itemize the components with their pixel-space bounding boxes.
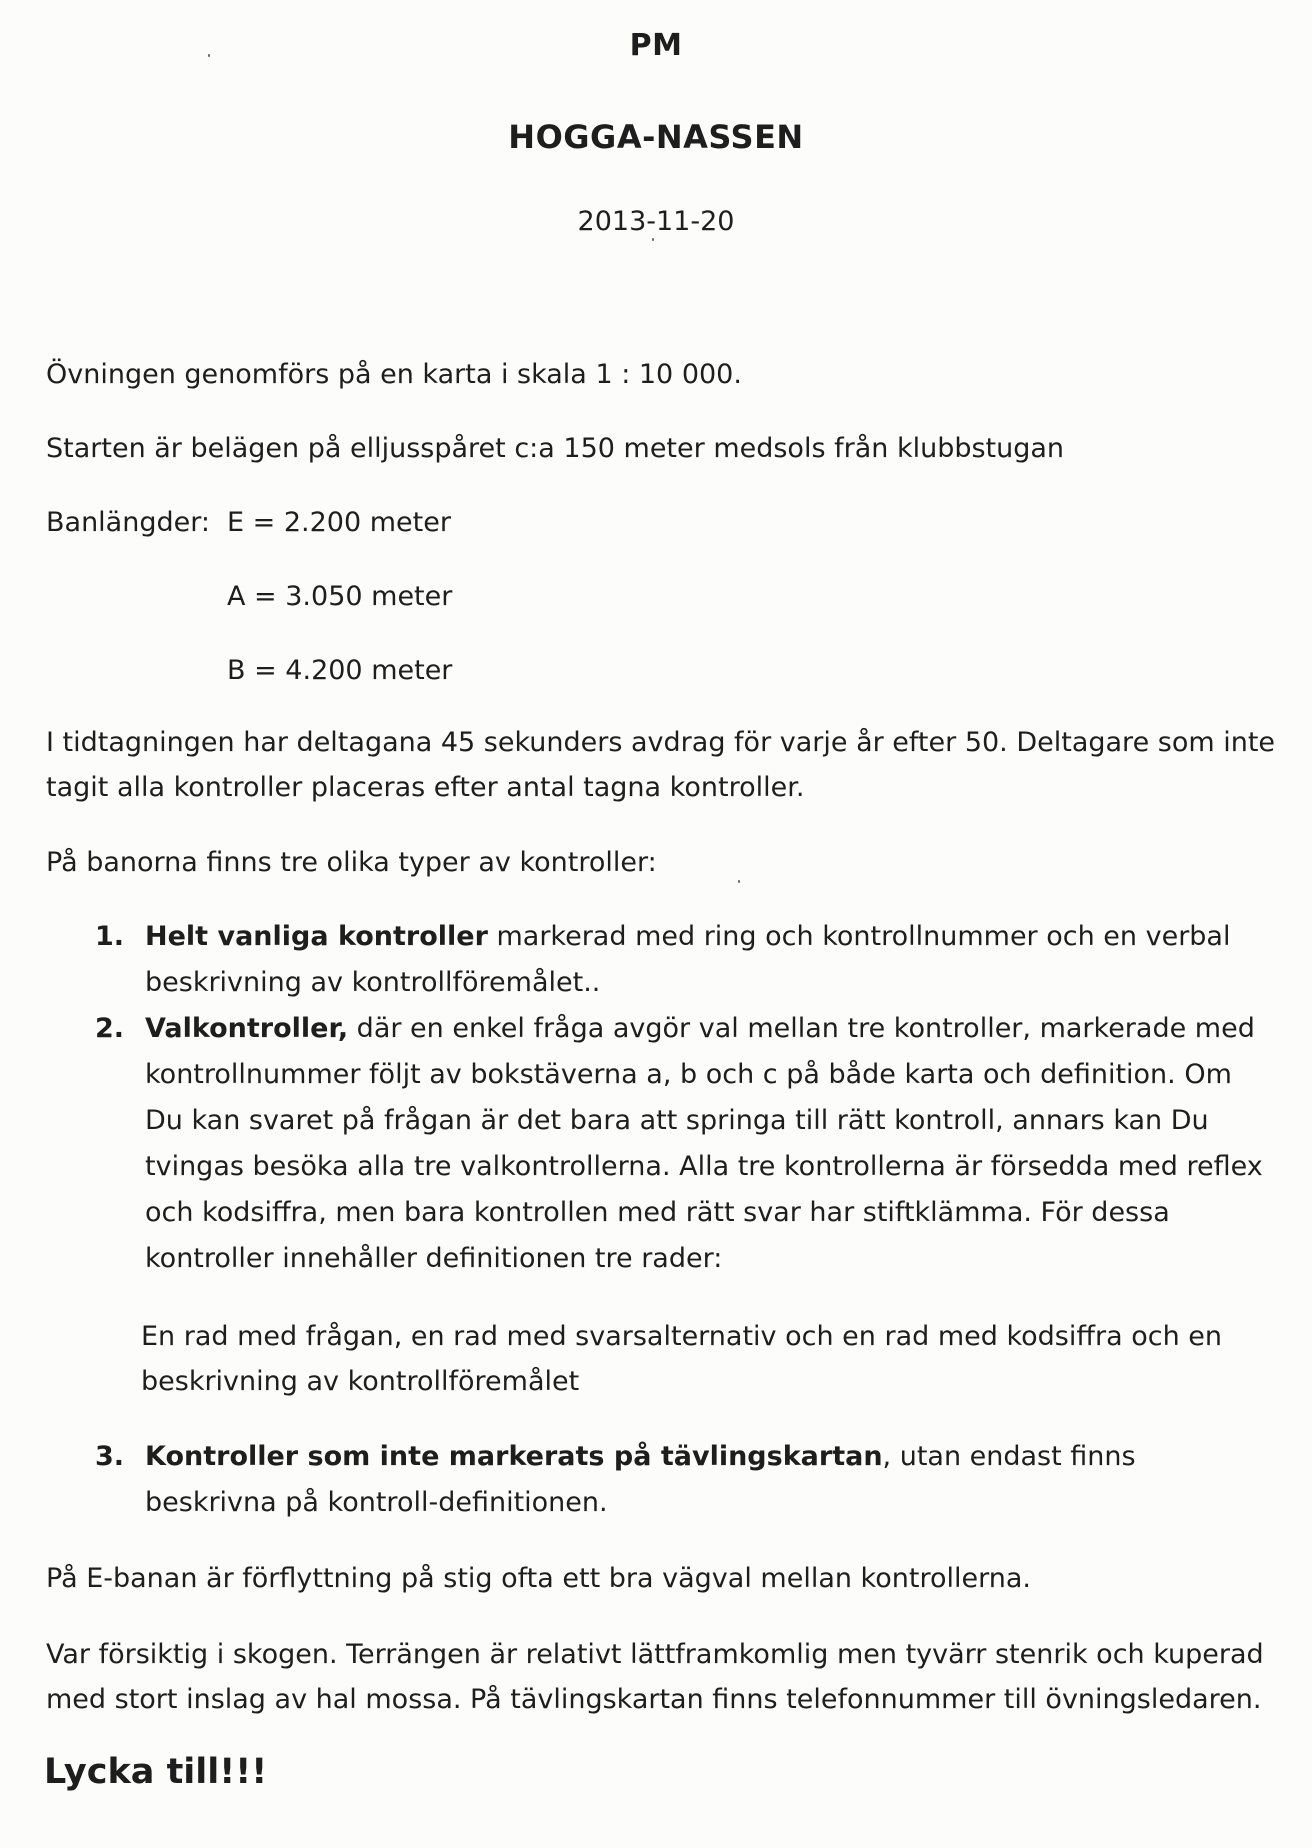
course-length-e: E = 2.200 meter [227,507,451,538]
list-item [95,1434,1275,1526]
closing-greeting: Lycka till!!! [44,1752,268,1792]
safety-paragraph: Var försiktig i skogen. Terrängen är relativt lättframkomlig men tyvärr stenrik och kuperad med stort inslag av hal mossa. På tävlingskartan finns telefonnummer till övningsledaren. [46,1639,1264,1715]
list-item-heading: Kontroller som inte markerats på tävlingskartan [145,1441,883,1472]
list-item-text: , utan endast finns beskrivna på kontroll-definitionen. [145,1441,1136,1518]
e-course-paragraph: På E-banan är förflyttning på stig ofta ett bra vägval mellan kontrollerna. [46,1563,1031,1594]
list-number: 3. [95,1441,125,1472]
list-item-text: markerad med ring och kontrollnummer och en verbal beskrivning av kontrollföremålet.. [145,921,1231,998]
list-item-body [145,1434,1275,1526]
list-item [95,914,1275,1006]
control-types-intro: På banorna finns tre olika typer av kontroller: [46,847,657,878]
course-length-b: B = 4.200 meter [227,655,453,686]
list-item-body [145,1006,1275,1282]
scale-paragraph: Övningen genomförs på en karta i skala 1 : 10 000. [46,359,742,390]
list-item-heading: Valkontroller, [145,1013,349,1044]
timing-paragraph: I tidtagningen har deltagana 45 sekunders avdrag för varje år efter 50. Deltagare som inte tagit alla kontroller placeras efter antal tagna kontroller. [46,727,1276,803]
list-item-heading: Helt vanliga kontroller [145,921,488,952]
list-item-body [145,914,1275,1006]
list-item [95,1006,1275,1282]
course-lengths-label-text: Banlängder: [46,507,210,538]
document-title: HOGGA-NASSEN [508,118,804,156]
list-item-text: där en enkel fråga avgör val mellan tre kontroller, markerade med kontrollnummer följt av bokstäverna a, b och c på både karta och definition. Om Du kan svaret på frågan är det bara att springa till rätt kontroll, annars kan Du tvingas besöka alla tre valkontrollerna. Alla tre kontrollerna är försedda med reflex och kodsiffra, men bara kontrollen med rätt svar har stiftklämma. För dessa kontroller innehåller definitionen tre rader: [145,1013,1263,1274]
document-label: PM [629,28,683,63]
start-paragraph: Starten är belägen på elljusspåret c:a 150 meter medsols från klubbstugan [46,433,1065,464]
list-number: 2. [95,1013,125,1044]
list-number: 1. [95,921,125,952]
definition-rows-paragraph: En rad med frågan, en rad med svarsalternativ och en rad med kodsiffra och en beskrivning av kontrollföremålet [141,1321,1222,1397]
course-length-a: A = 3.050 meter [227,581,453,612]
document-date: 2013-11-20 [577,206,735,237]
scan-speck [652,238,654,241]
